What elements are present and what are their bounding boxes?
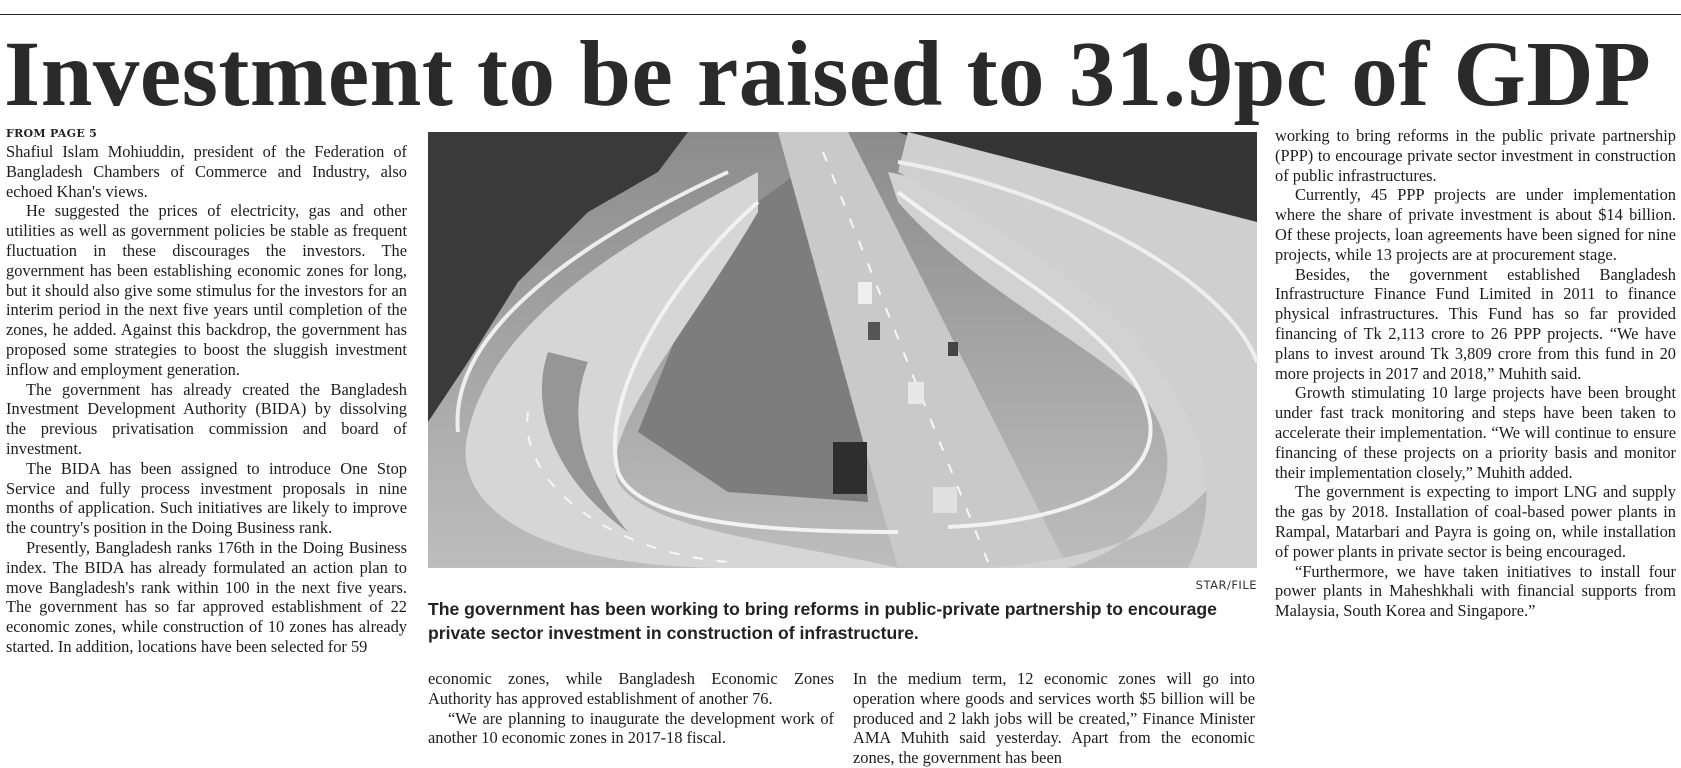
paragraph: The BIDA has been assigned to introduce One Stop Service and fully process investment proposals in nine months of application. Such initiatives are likely to improve the country's position in the Doing Business rank. xyxy=(6,458,407,538)
paragraph: Currently, 45 PPP projects are under implementation where the share of private investment is about $14 billion. Of these projects, loan agreements have been signed for nine projects, while 13 projects are at procurement stage. xyxy=(1275,185,1676,264)
paragraph: economic zones, while Bangladesh Economic Zones Authority has approved establishment of another 76. xyxy=(428,669,834,708)
paragraph: working to bring reforms in the public private partnership (PPP) to encourage private sector investment in construction of public infrastructures. xyxy=(1275,126,1676,185)
paragraph: Growth stimulating 10 large projects have been brought under fast track monitoring and steps have been taken to accelerate their implementation. “We will continue to ensure financing of these projects on a priority basis and monitor their implementation closely,” Muhith added. xyxy=(1275,383,1676,482)
paragraph: In the medium term, 12 economic zones will go into operation where goods and services worth $5 billion will be produced and 2 lakh jobs will be created,” Finance Minister AMA Muhith said yesterday. Apart from the economic zones, the government has been xyxy=(853,669,1255,768)
paragraph: Shafiul Islam Mohiuddin, president of the Federation of Bangladesh Chambers of Commerce and Industry, also echoed Khan's views. xyxy=(6,142,407,201)
paragraph: The government has already created the Bangladesh Investment Development Authority (BIDA) by dissolving the previous privatisation commission and board of investment. xyxy=(6,379,407,458)
paragraph: The government is expecting to import LNG and supply the gas by 2018. Installation of coal-based power plants in Rampal, Matarbari and Payra is going on, while installation of power plants in private sector is being encouraged. xyxy=(1275,482,1676,561)
article-column-middle-2 xyxy=(853,669,1255,768)
photo-caption: The government has been working to bring reforms in public-private partnership to encourage private sector investment in construction of infrastructure. xyxy=(428,599,1217,643)
top-rule xyxy=(0,14,1681,15)
paragraph: “Furthermore, we have taken initiatives to install four power plants in Maheshkhali with financial supports from Malaysia, South Korea and Singapore.” xyxy=(1275,561,1676,621)
photo-credit: STAR/FILE xyxy=(1195,578,1257,592)
article-column-middle-1 xyxy=(428,669,834,757)
paragraph: Presently, Bangladesh ranks 176th in the Doing Business index. The BIDA has already formulated an action plan to move Bangladesh's rank within 100 in the next five years. The government has so far approved establishment of 22 economic zones, while construction of 10 zones has already started. In addition, locations have been selected for 59 xyxy=(6,537,407,656)
paragraph: Besides, the government established Bangladesh Infrastructure Finance Fund Limited in 2011 to finance physical infrastructures. This Fund has so far provided financing of Tk 2,113 crore to 26 PPP projects. “We have plans to invest around Tk 3,809 crore from this fund in 20 more projects in 2017 and 2018,” Muhith said. xyxy=(1275,264,1676,383)
article-column-right xyxy=(1275,126,1676,757)
paragraph: He suggested the prices of electricity, gas and other utilities as well as government policies be stable as frequent fluctuation in these discourages the investors. The government has been establishing economic zones for long, but it should also give some stimulus for the investors for an interim period in the next five years until completion of the zones, he added. Against this backdrop, the government has proposed some strategies to boost the sluggish investment inflow and employment generation. xyxy=(6,201,407,379)
headline: Investment to be raised to 31.9pc of GDP xyxy=(4,23,1652,126)
flyover-photo xyxy=(428,132,1257,568)
article-column-left xyxy=(6,126,407,757)
paragraph: “We are planning to inaugurate the development work of another 10 economic zones in 2017-18 fiscal. xyxy=(428,708,834,748)
from-page-label: FROM PAGE 5 xyxy=(6,127,98,140)
